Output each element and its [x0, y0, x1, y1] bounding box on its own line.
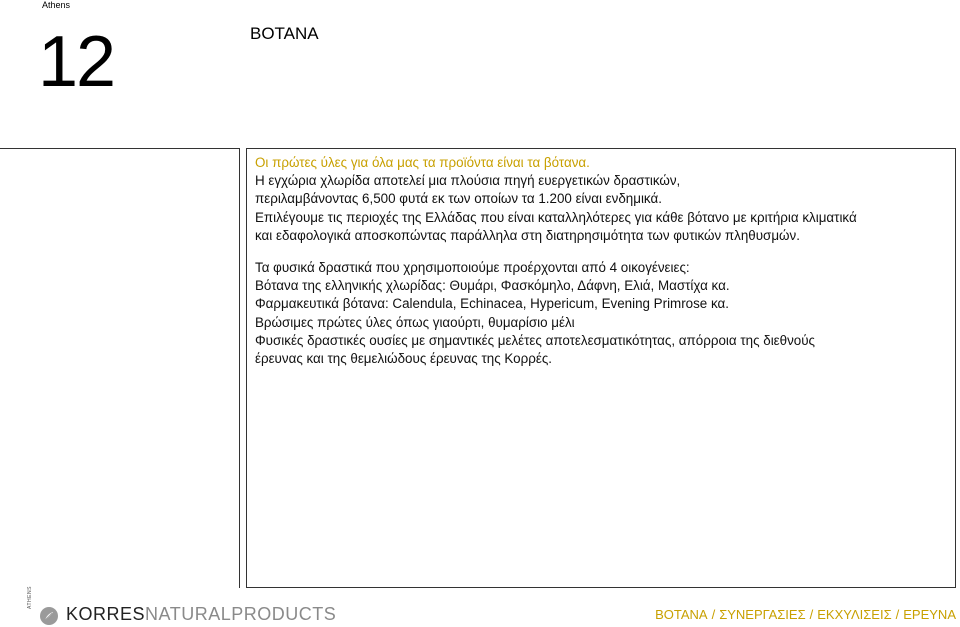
paragraph-line: περιλαμβάνοντας 6,500 φυτά εκ των οποίων τα 1.200 είναι ενδημικά.	[255, 191, 662, 207]
nav-separator: /	[895, 607, 900, 622]
nav-separator: /	[711, 607, 716, 622]
brand-tagline: NATURALPRODUCTS	[145, 604, 337, 624]
nav-item-synergasies[interactable]: ΣΥΝΕΡΓΑΣΙΕΣ	[719, 607, 806, 622]
paragraph-line: Βότανα της ελληνικής χλωρίδας: Θυμάρι, Φασκόμηλο, Δάφνη, Ελιά, Μαστίχα κα.	[255, 278, 730, 294]
footer	[0, 586, 960, 627]
paragraph-gap	[255, 245, 947, 259]
paragraph-line: Τα φυσικά δραστικά που χρησιμοποιούμε προέρχονται από 4 οικογένειες:	[255, 260, 690, 276]
paragraph-line: Η εγχώρια χλωρίδα αποτελεί μια πλούσια πηγή ευεργετικών δραστικών,	[255, 173, 681, 189]
content-box	[246, 148, 956, 588]
footer-nav	[655, 607, 956, 622]
brand-name: KORRES	[66, 604, 146, 624]
paragraph-line: και εδαφολογικά αποσκοπώντας παράλληλα στη διατηρησιμότητα των φυτικών πληθυσμών.	[255, 227, 800, 243]
paragraph-line: Επιλέγουμε τις περιοχές της Ελλάδας που είναι καταλληλότερες για κάθε βότανο με κριτήρια κλιματικά	[255, 209, 857, 225]
paragraph-line: Φαρμακευτικά βότανα: Calendula, Echinacea, Hypericum, Evening Primrose κα.	[255, 296, 729, 312]
nav-item-ekxyliseis[interactable]: ΕΚΧΥΛΙΣΕΙΣ	[817, 607, 892, 622]
city-label: Athens	[42, 0, 71, 10]
paragraph-line: έρευνας και της θεμελιώδους έρευνας της Κορρές.	[255, 351, 552, 367]
section-title: BOTANA	[250, 24, 319, 43]
left-panel	[0, 148, 240, 588]
nav-item-botana[interactable]: BOTANA	[655, 607, 708, 622]
korres-emblem-icon	[40, 607, 58, 625]
paragraph-line: Βρώσιμες πρώτες ύλες όπως γιαούρτι, θυμαρίσιο μέλι	[255, 314, 575, 330]
paragraph-line: Φυσικές δραστικές ουσίες με σημαντικές μελέτες αποτελεσματικότητας, απόρροια της διεθνούς	[255, 332, 816, 348]
side-mark: ATHENS	[27, 586, 33, 609]
nav-separator: /	[809, 607, 814, 622]
page-number: 12	[38, 22, 115, 102]
intro-lead: Οι πρώτες ύλες για όλα μας τα προϊόντα είναι τα βότανα.	[255, 155, 590, 170]
brand-logo	[66, 604, 336, 625]
nav-item-ereyna[interactable]: ΕΡΕΥΝΑ	[903, 607, 956, 622]
